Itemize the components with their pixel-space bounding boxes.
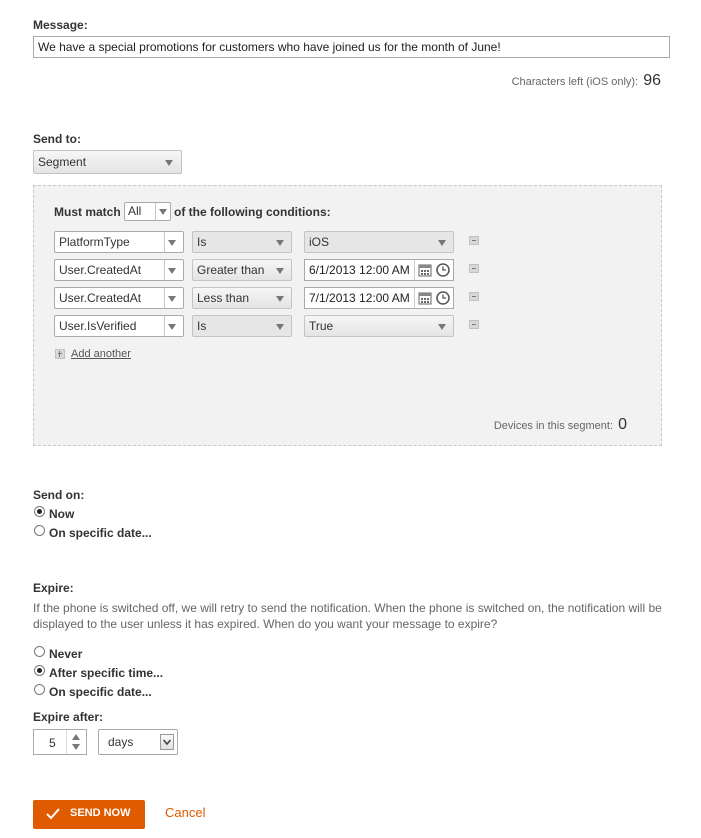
expire-unit-value: days <box>108 735 134 749</box>
condition-date-value: 7/1/2013 12:00 AM <box>309 291 410 305</box>
devices-label: Devices in this segment: <box>493 420 614 432</box>
condition-field-value: User.CreatedAt <box>59 263 142 277</box>
chevron-down-icon <box>165 160 173 166</box>
message-input[interactable]: We have a special promotions for customers who have joined us for the month of June! <box>33 36 670 58</box>
plus-icon-v <box>59 351 60 357</box>
condition-operator-value: Is <box>197 235 207 249</box>
send-on-date-label[interactable]: On specific date... <box>49 526 152 540</box>
chevron-down-icon <box>168 324 176 330</box>
clock-icon[interactable] <box>435 290 451 306</box>
stepper-divider <box>66 730 67 754</box>
chevron-down-icon <box>276 268 284 274</box>
expire-description: If the phone is switched off, we will retry to send the notification. When the phone is switched on, the notification will be displayed to the user unless it has expired. When do you want your message to expire? <box>33 601 662 631</box>
expire-after-label: Expire after: <box>33 710 104 724</box>
expire-label: Expire: <box>33 581 74 595</box>
select-divider <box>164 260 165 280</box>
condition-value-select[interactable] <box>304 315 454 337</box>
checkmark-icon <box>45 807 61 821</box>
condition-operator-value: Greater than <box>197 263 265 277</box>
condition-field-value: PlatformType <box>59 235 130 249</box>
condition-operator-select[interactable] <box>192 315 292 337</box>
chevron-down-icon <box>161 735 173 749</box>
plus-icon[interactable] <box>55 349 65 359</box>
chars-left-value: 96 <box>643 72 661 89</box>
condition-value: iOS <box>309 235 330 249</box>
date-divider <box>414 260 415 280</box>
condition-date-value: 6/1/2013 12:00 AM <box>309 263 410 277</box>
expire-amount-stepper[interactable] <box>33 729 87 755</box>
send-now-button-label: SEND NOW <box>70 807 131 819</box>
devices-value: 0 <box>618 416 627 433</box>
clock-icon[interactable] <box>435 262 451 278</box>
select-divider <box>164 232 165 252</box>
select-divider <box>164 288 165 308</box>
devices-count <box>494 416 627 434</box>
match-select-divider <box>155 203 156 220</box>
condition-field-select[interactable] <box>54 259 184 281</box>
send-on-label: Send on: <box>33 488 85 502</box>
segment-panel <box>33 185 662 446</box>
chars-left-label: Characters left (iOS only): <box>511 76 639 88</box>
condition-operator-select[interactable] <box>192 231 292 253</box>
condition-field-select[interactable] <box>54 287 184 309</box>
send-to-label: Send to: <box>33 132 81 146</box>
chevron-down-icon <box>438 240 446 246</box>
chevron-down-icon <box>168 268 176 274</box>
condition-value: True <box>309 319 334 333</box>
condition-field-value: User.CreatedAt <box>59 291 142 305</box>
send-on-date-radio[interactable] <box>34 525 45 536</box>
condition-field-value: User.IsVerified <box>59 319 137 333</box>
chars-left <box>512 72 661 90</box>
chevron-down-icon <box>276 296 284 302</box>
match-value: All <box>128 204 142 218</box>
expire-on-date-label[interactable]: On specific date... <box>49 685 152 699</box>
calendar-icon[interactable] <box>417 290 433 306</box>
expire-never-radio[interactable] <box>34 646 45 657</box>
expire-amount-value: 5 <box>49 736 56 750</box>
remove-condition-icon[interactable] <box>469 320 479 329</box>
chevron-down-icon <box>168 296 176 302</box>
remove-condition-icon[interactable] <box>469 292 479 301</box>
condition-value-select[interactable] <box>304 231 454 253</box>
chevron-down-icon <box>276 240 284 246</box>
send-now-radio[interactable] <box>34 506 45 517</box>
date-divider <box>414 288 415 308</box>
chevron-down-icon <box>168 240 176 246</box>
select-divider <box>164 316 165 336</box>
chevron-down-icon <box>438 324 446 330</box>
message-label: Message: <box>33 18 88 32</box>
condition-date-input[interactable] <box>304 259 454 281</box>
conditions-label: of the following conditions: <box>174 205 331 219</box>
stepper-down-icon[interactable] <box>72 744 80 750</box>
condition-operator-value: Is <box>197 319 207 333</box>
send-now-button[interactable] <box>33 800 145 829</box>
condition-operator-select[interactable] <box>192 259 292 281</box>
add-another-link[interactable]: Add another <box>71 348 131 360</box>
chevron-down-icon <box>159 209 167 215</box>
send-to-select[interactable] <box>33 150 182 174</box>
remove-condition-icon[interactable] <box>469 264 479 273</box>
condition-field-select[interactable] <box>54 315 184 337</box>
match-select[interactable] <box>124 202 171 221</box>
calendar-icon[interactable] <box>417 262 433 278</box>
send-to-value: Segment <box>38 155 87 169</box>
expire-after-time-radio[interactable] <box>34 665 45 676</box>
expire-never-label[interactable]: Never <box>49 647 83 661</box>
unit-dropdown-button[interactable] <box>160 734 174 750</box>
must-match-label: Must match <box>54 205 121 219</box>
condition-field-select[interactable] <box>54 231 184 253</box>
expire-after-time-label[interactable]: After specific time... <box>49 666 164 680</box>
cancel-link[interactable]: Cancel <box>165 805 206 820</box>
expire-unit-select[interactable] <box>98 729 178 755</box>
condition-operator-value: Less than <box>197 291 250 305</box>
stepper-up-icon[interactable] <box>72 734 80 740</box>
remove-condition-icon[interactable] <box>469 236 479 245</box>
expire-on-date-radio[interactable] <box>34 684 45 695</box>
send-now-label[interactable]: Now <box>49 507 75 521</box>
chevron-down-icon <box>276 324 284 330</box>
condition-operator-select[interactable] <box>192 287 292 309</box>
condition-date-input[interactable] <box>304 287 454 309</box>
